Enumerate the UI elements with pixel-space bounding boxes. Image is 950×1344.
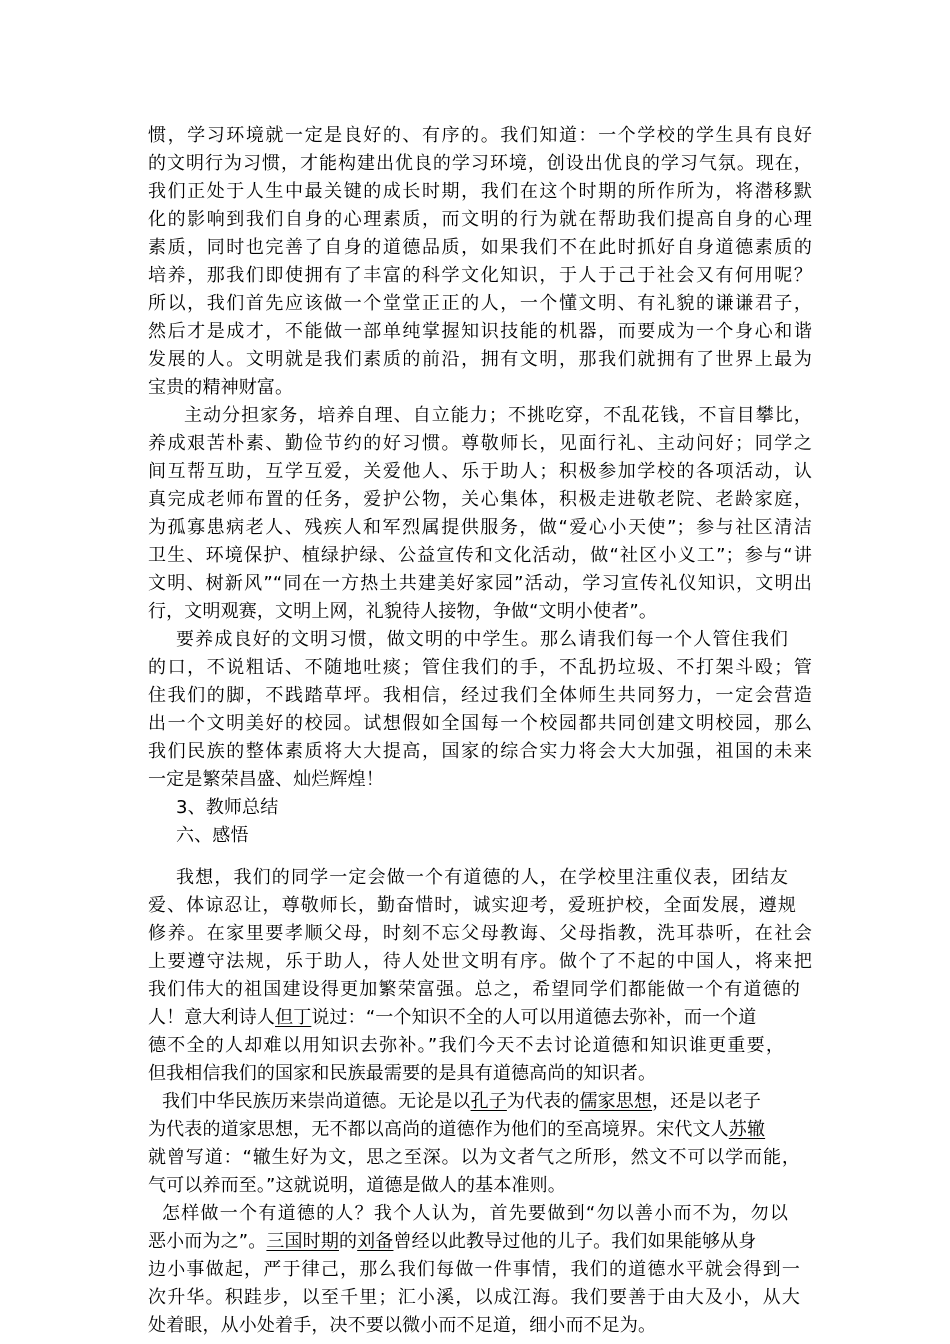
text-span: 的 xyxy=(338,1231,358,1252)
text-span: 为代表的道家思想，无不都以高尚的道德作为他们的至高境界。宋代文人 xyxy=(148,1119,729,1140)
text-line: 宝贵的精神财富。 xyxy=(148,377,294,398)
text-line: 卫生、环境保护、植绿护绿、公益宣传和文化活动，做“社区小义工”；参与“讲 xyxy=(148,545,812,566)
text-line: 真完成老师布置的任务，爱护公物，关心集体，积极走进敬老院、老龄家庭， xyxy=(148,489,812,510)
text-line xyxy=(148,1116,765,1144)
text-line: 我们正处于人生中最关键的成长时期，我们在这个时期的所作所为，将潜移默 xyxy=(148,181,812,202)
text-span: 恶小而为之”。 xyxy=(148,1231,267,1252)
text-line: 间互帮互助，互学互爱，关爱他人、乐于助人；积极参加学校的各项活动，认 xyxy=(148,461,812,482)
text-span: 曾经以此教导过他的儿子。我们如果能够从身 xyxy=(393,1231,757,1252)
link-dante[interactable]: 但丁 xyxy=(275,1007,312,1028)
section-heading-insight: 六、感悟 xyxy=(176,825,249,846)
text-line: 主动分担家务，培养自理、自立能力；不挑吃穿，不乱花钱，不盲目攀比， xyxy=(184,405,812,426)
text-line: 上要遵守法规，乐于助人，待人处世文明有序。做个了不起的中国人，将来把 xyxy=(148,951,812,972)
text-span: 我们中华民族历来崇尚道德。无论是以 xyxy=(162,1091,471,1112)
text-line xyxy=(148,1004,756,1032)
text-line: 气可以养而至。”这就说明，道德是做人的基本准则。 xyxy=(148,1175,566,1196)
text-line: 惯，学习环境就一定是良好的、有序的。我们知道：一个学校的学生具有良好 xyxy=(148,125,812,146)
text-line: 德不全的人却难以用知识去弥补。”我们今天不去讨论道德和知识谁更重要， xyxy=(148,1035,784,1056)
text-line: 发展的人。文明就是我们素质的前沿，拥有文明，那我们就拥有了世界上最为 xyxy=(148,349,812,370)
text-line: 养成艰苦朴素、勤俭节约的好习惯。尊敬师长，见面行礼、主动问好；同学之 xyxy=(148,433,812,454)
link-su-zhe[interactable]: 苏辙 xyxy=(728,1119,766,1140)
text-line: 行，文明观赛，文明上网，礼貌待人接物，争做“文明小使者”。 xyxy=(148,601,657,622)
text-line: 一定是繁荣昌盛、灿烂辉煌！ xyxy=(148,769,384,790)
link-liu-bei[interactable]: 刘备 xyxy=(357,1231,394,1252)
text-span: 为代表的 xyxy=(506,1091,580,1112)
text-line: 素质，同时也完善了自身的道德品质，如果我们不在此时抓好自身道德素质的 xyxy=(148,237,812,258)
text-line: 要养成良好的文明习惯，做文明的中学生。那么请我们每一个人管住我们 xyxy=(176,629,788,650)
text-line: 就曾写道：“辙生好为文，思之至深。以为文者气之所形，然文不可以学而能， xyxy=(148,1147,800,1168)
text-line: 次升华。积跬步，以至千里；汇小溪，以成江海。我们要善于由大及小，从大 xyxy=(148,1287,800,1308)
text-span: 人！意大利诗人 xyxy=(148,1007,276,1028)
text-line xyxy=(162,1088,761,1116)
text-line: 处着眼，从小处着手，决不要以微小而不足道，细小而不足为。 xyxy=(148,1315,657,1336)
text-line: 但我相信我们的国家和民族最需要的是具有道德高尚的知识者。 xyxy=(148,1063,657,1084)
text-line: 的文明行为习惯，才能构建出优良的学习环境，创设出优良的学习气氛。现在， xyxy=(148,153,812,174)
text-line: 的口，不说粗话、不随地吐痰；管住我们的手，不乱扔垃圾、不打架斗殴；管 xyxy=(148,657,812,678)
link-confucianism[interactable]: 儒家思想 xyxy=(579,1091,653,1112)
text-line: 所以，我们首先应该做一个堂堂正正的人，一个懂文明、有礼貌的谦谦君子， xyxy=(148,293,812,314)
text-line: 培养，那我们即使拥有了丰富的科学文化知识，于人于己于社会又有何用呢？ xyxy=(148,265,812,286)
text-line: 我们伟大的祖国建设得更加繁荣富强。总之，希望同学们都能做一个有道德的 xyxy=(148,979,800,1000)
text-span: 说过：“一个知识不全的人可以用道德去弥补，而一个道 xyxy=(311,1007,757,1028)
link-three-kingdoms[interactable]: 三国时期 xyxy=(266,1231,339,1252)
text-line: 边小事做起，严于律己，那么我们每做一件事情，我们的道德水平就会得到一 xyxy=(148,1259,800,1280)
text-line xyxy=(148,1228,756,1256)
text-line: 修养。在家里要孝顺父母，时刻不忘父母教诲、父母指教，洗耳恭听，在社会 xyxy=(148,923,812,944)
text-line: 我想，我们的同学一定会做一个有道德的人，在学校里注重仪表，团结友 xyxy=(176,867,788,888)
text-line: 爱、体谅忍让，尊敬师长，勤奋惜时，诚实迎考，爱班护校，全面发展，遵规 xyxy=(148,895,796,916)
text-line: 化的影响到我们自身的心理素质，而文明的行为就在帮助我们提高自身的心理 xyxy=(148,209,812,230)
text-line: 文明、树新风”“同在一方热土共建美好家园”活动，学习宣传礼仪知识，文明出 xyxy=(148,573,812,594)
text-line: 住我们的脚，不践踏草坪。我相信，经过我们全体师生共同努力，一定会营造 xyxy=(148,685,812,706)
text-line: 怎样做一个有道德的人？我个人认为，首先要做到“勿以善小而不为，勿以 xyxy=(162,1203,788,1224)
text-line: 我们民族的整体素质将大大提高，国家的综合实力将会大大加强，祖国的未来 xyxy=(148,741,812,762)
text-line: 然后才是成才，不能做一部单纯掌握知识技能的机器，而要成为一个身心和谐 xyxy=(148,321,812,342)
section-heading-teacher-summary: 3、教师总结 xyxy=(176,797,279,818)
text-line: 为孤寡患病老人、残疾人和军烈属提供服务，做“爱心小天使”；参与社区清洁 xyxy=(148,517,812,538)
text-span: ，还是以老子 xyxy=(652,1091,761,1112)
link-confucius[interactable]: 孔子 xyxy=(470,1091,507,1112)
text-line: 出一个文明美好的校园。试想假如全国每一个校园都共同创建文明校园，那么 xyxy=(148,713,812,734)
